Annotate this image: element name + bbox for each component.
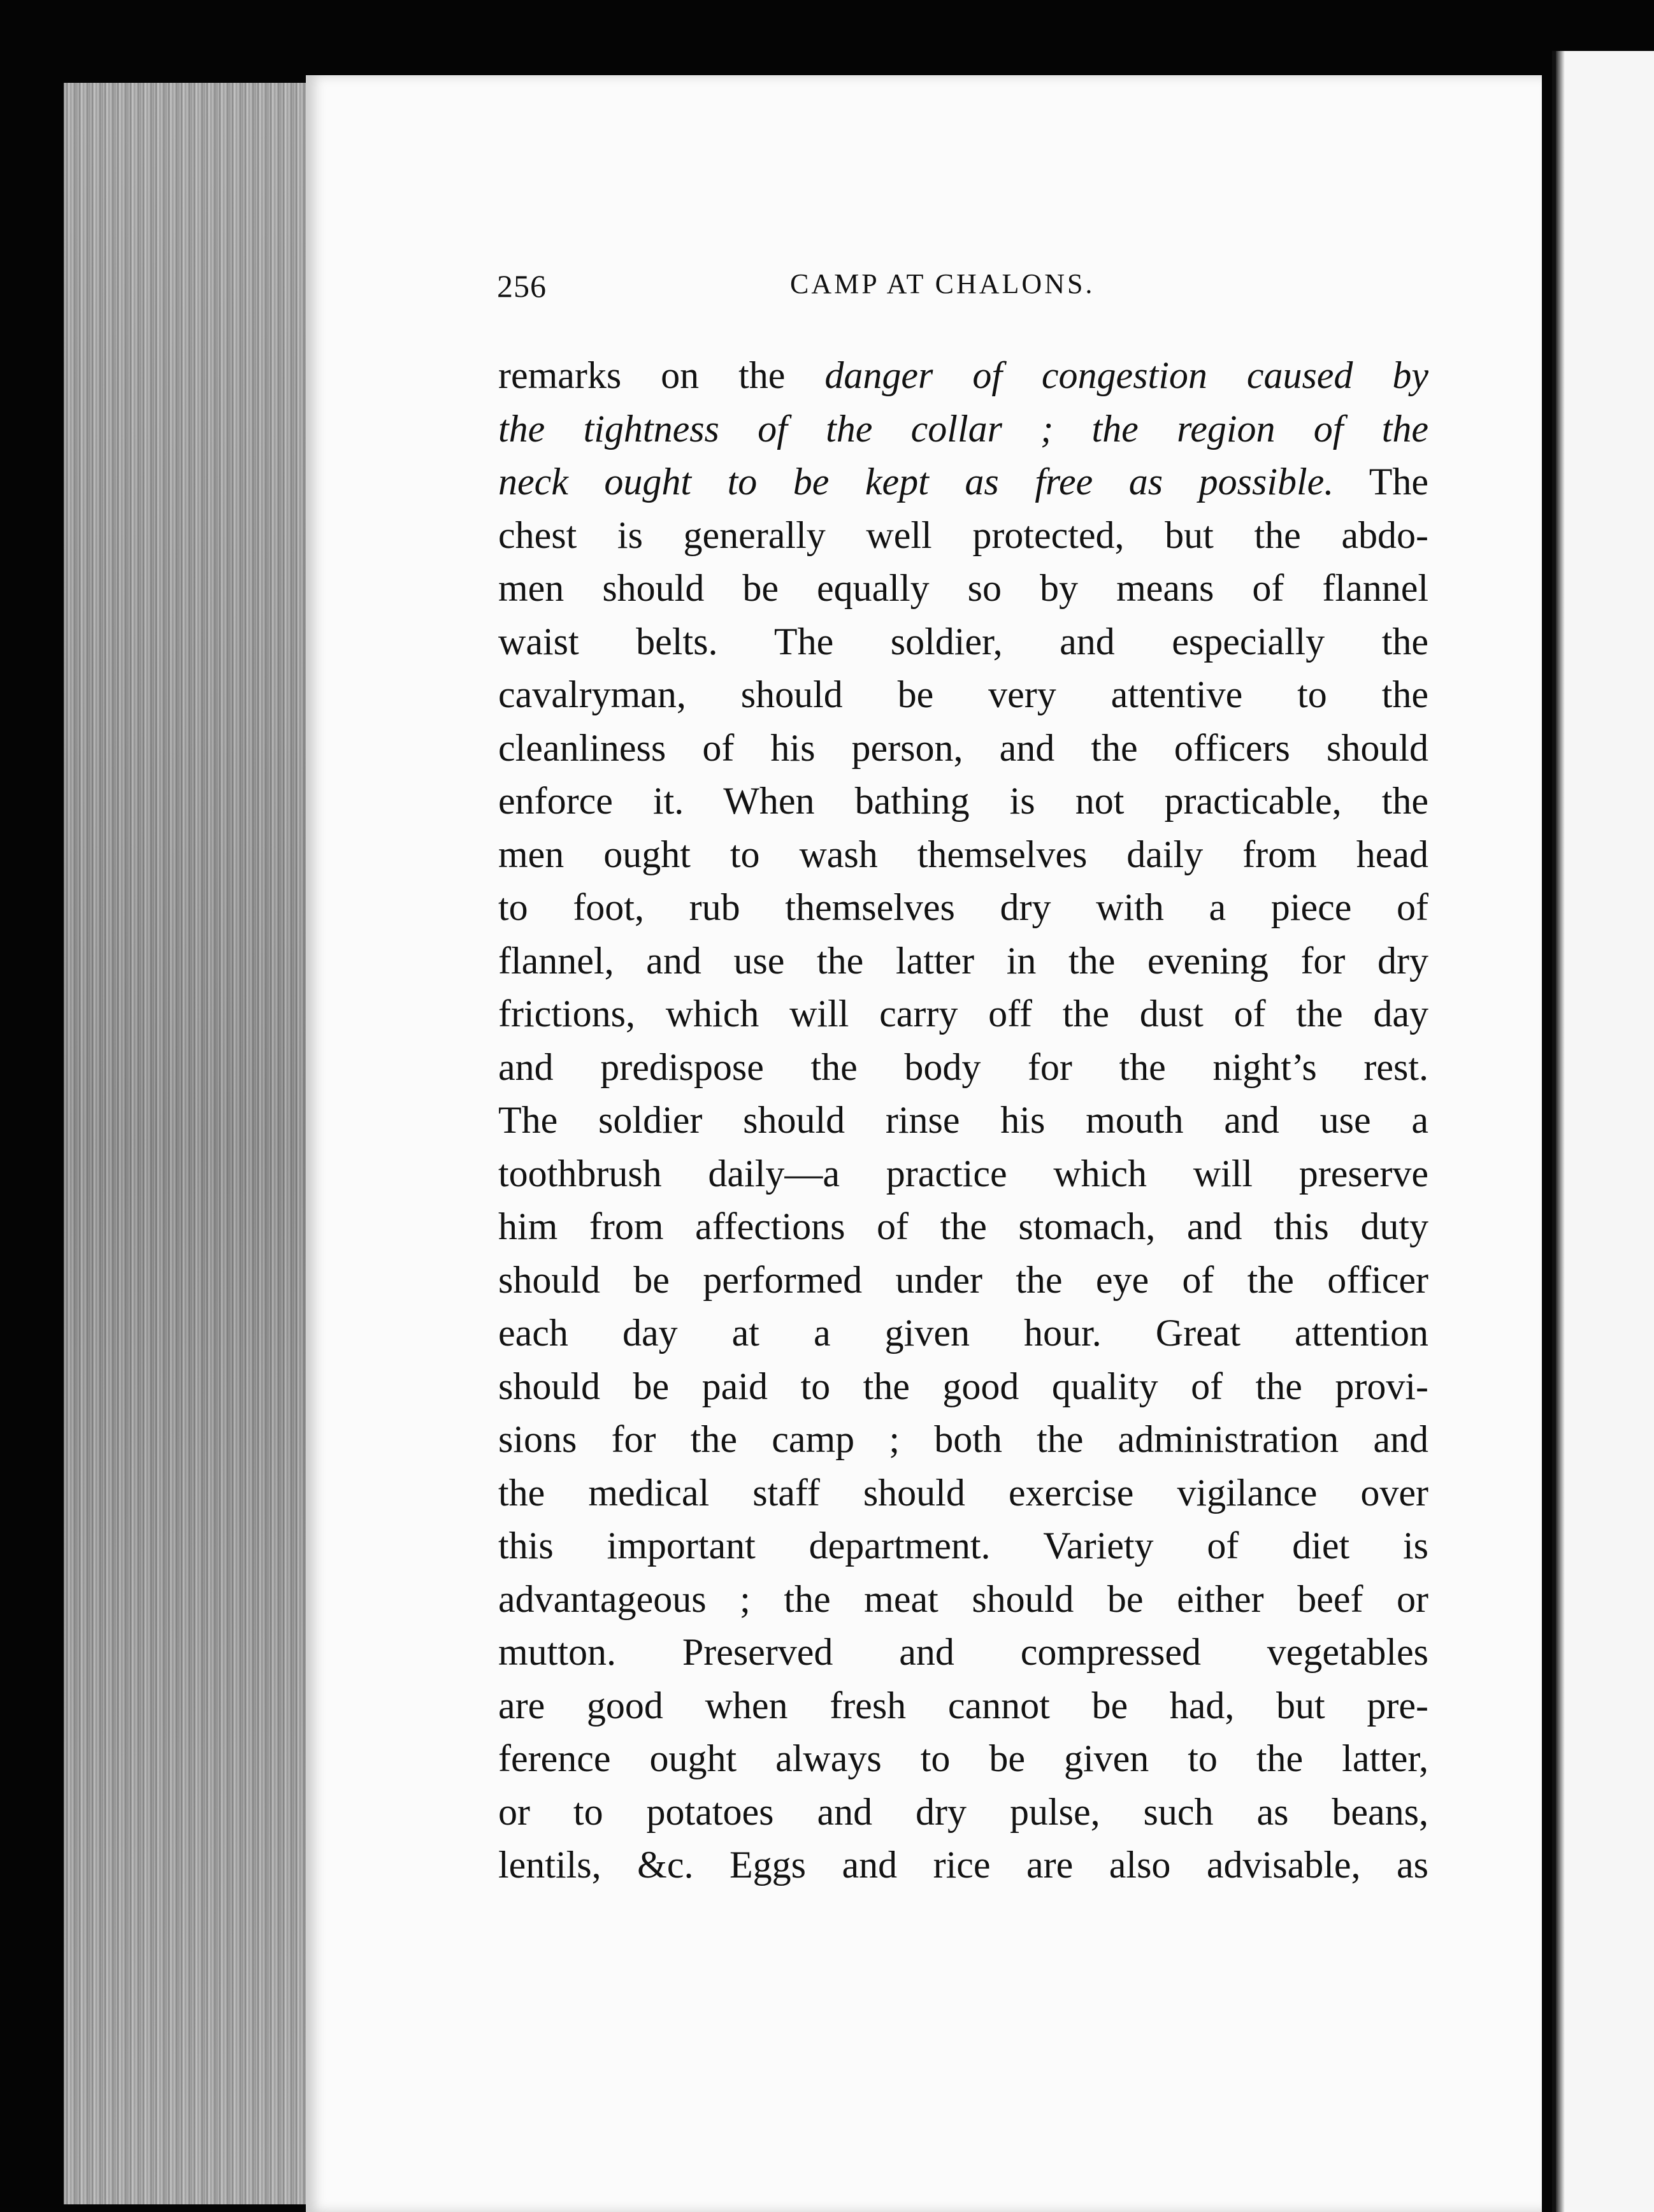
text-segment: and predispose the body for the night’s rest. <box>498 1045 1428 1088</box>
text-line <box>498 349 1428 403</box>
text-line <box>498 1307 1428 1360</box>
text-segment: flannel, and use the latter in the evening for dry <box>498 939 1428 982</box>
text-segment: ference ought always to be given to the latter, <box>498 1737 1428 1779</box>
text-line <box>498 1094 1428 1147</box>
text-segment: cleanliness of his person, and the officers should <box>498 726 1428 769</box>
text-line <box>498 1786 1428 1839</box>
running-head <box>497 268 1140 312</box>
body-text <box>498 349 1428 1892</box>
text-line <box>498 1626 1428 1679</box>
text-segment: should be performed under the eye of the officer <box>498 1258 1428 1301</box>
text-line <box>498 562 1428 615</box>
text-line <box>498 509 1428 563</box>
text-segment: The <box>1334 461 1429 503</box>
text-segment: waist belts. The soldier, and especially the <box>498 620 1428 663</box>
text-line <box>498 1413 1428 1467</box>
text-segment: him from affections of the stomach, and this duty <box>498 1205 1428 1247</box>
text-line <box>498 1467 1428 1520</box>
text-segment: mutton. Preserved and compressed vegetables <box>498 1631 1428 1673</box>
italic-text-segment: neck ought to be kept as free as possible. <box>498 461 1334 503</box>
text-line <box>498 1732 1428 1786</box>
text-segment: are good when fresh cannot be had, but pre- <box>498 1684 1428 1727</box>
text-line <box>498 1254 1428 1307</box>
text-segment: to foot, rub themselves dry with a piece of <box>498 886 1428 928</box>
text-segment: the medical staff should exercise vigilance over <box>498 1471 1428 1514</box>
text-segment: enforce it. When bathing is not practicable, the <box>498 780 1428 822</box>
page-number: 256 <box>497 268 547 304</box>
italic-text-segment: danger of congestion caused by <box>824 354 1429 396</box>
text-line <box>498 1679 1428 1733</box>
text-segment: toothbrush daily—a practice which will preserve <box>498 1152 1428 1195</box>
text-line <box>498 722 1428 775</box>
text-segment: sions for the camp ; both the administration and <box>498 1418 1428 1460</box>
text-segment: frictions, which will carry off the dust of the day <box>498 993 1428 1035</box>
text-line <box>498 1360 1428 1414</box>
text-line <box>498 1839 1428 1892</box>
text-line <box>498 935 1428 988</box>
text-segment: The soldier should rinse his mouth and use a <box>498 1099 1428 1141</box>
running-head-title: CAMP AT CHALONS. <box>790 268 1095 299</box>
text-line <box>498 668 1428 722</box>
text-segment: each day at a given hour. Great attention <box>498 1312 1428 1354</box>
text-line <box>498 1041 1428 1095</box>
text-segment: men ought to wash themselves daily from head <box>498 833 1428 875</box>
text-segment: this important department. Variety of diet is <box>498 1525 1428 1567</box>
text-line <box>498 881 1428 935</box>
text-line <box>498 1200 1428 1254</box>
facing-page-edge <box>1552 51 1654 2212</box>
text-line <box>498 615 1428 669</box>
text-segment: cavalryman, should be very attentive to the <box>498 673 1428 715</box>
text-segment: or to potatoes and dry pulse, such as beans, <box>498 1790 1428 1833</box>
text-line <box>498 456 1428 509</box>
text-line <box>498 1573 1428 1627</box>
text-segment: remarks on the <box>498 354 825 396</box>
book-page-edges <box>64 83 312 2204</box>
text-line <box>498 403 1428 456</box>
text-segment: lentils, &c. Eggs and rice are also advisable, as <box>498 1844 1428 1886</box>
text-segment: men should be equally so by means of flannel <box>498 567 1428 609</box>
text-line <box>498 988 1428 1041</box>
italic-text-segment: the tightness of the collar ; the region of the <box>498 407 1428 450</box>
text-line <box>498 1147 1428 1201</box>
text-line <box>498 828 1428 882</box>
text-segment: chest is generally well protected, but the abdo- <box>498 514 1428 556</box>
text-segment: should be paid to the good quality of the provi- <box>498 1365 1428 1407</box>
text-line <box>498 775 1428 828</box>
text-segment: advantageous ; the meat should be either beef or <box>498 1577 1428 1620</box>
text-line <box>498 1519 1428 1573</box>
